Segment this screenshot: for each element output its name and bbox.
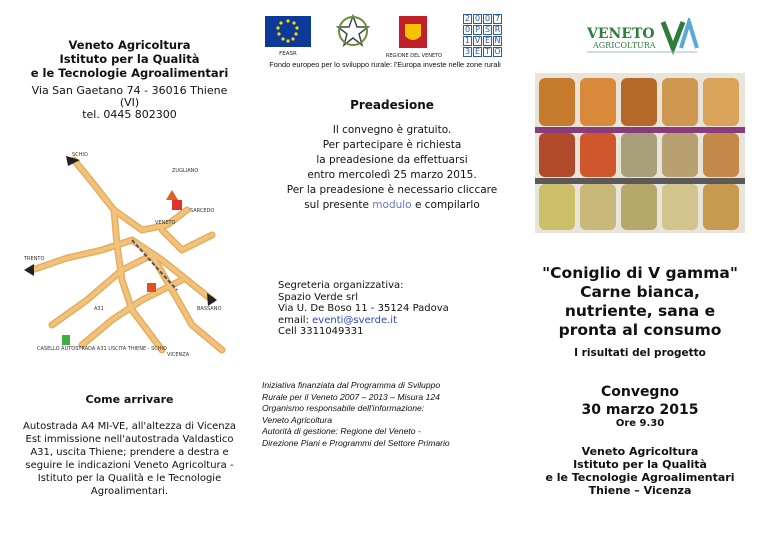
veneto-agricoltura-logo-icon	[585, 18, 700, 60]
regione-veneto-logo-icon	[385, 14, 443, 60]
financing-line: Veneto Agricoltura	[262, 414, 333, 425]
psr-cell: 3	[464, 47, 471, 56]
map-label-bassano: BASSANO	[197, 306, 222, 312]
venue-line: Thiene – Vicenza	[588, 484, 692, 497]
financing-note	[262, 380, 512, 449]
directions-title: Come arrivare	[85, 393, 174, 406]
preadhesion-line	[262, 198, 522, 213]
convegno-label: Convegno	[600, 384, 680, 400]
map-label-casello: CASELLO AUTOSTRADA A31 USCITA THIENE - SCHIO	[37, 346, 167, 352]
preadhesion-text-before-link: sul presente	[304, 199, 373, 211]
email-link[interactable]: eventi@sverde.it	[312, 314, 397, 326]
address	[22, 85, 237, 121]
psr-cell: V	[474, 36, 481, 45]
preadhesion-line: Per la preadesione è necessario cliccare	[286, 184, 498, 196]
event-title-line: Carne bianca,	[580, 283, 700, 301]
preadhesion-text-after-link: e compilarlo	[411, 199, 480, 211]
event-subtitle: I risultati del progetto	[574, 347, 706, 359]
address-street: Via San Gaetano 74 - 36016 Thiene (VI)	[31, 84, 228, 109]
venue-line: Veneto Agricoltura	[581, 445, 699, 458]
location-map	[22, 150, 237, 365]
psr-cell: S	[484, 25, 491, 34]
event-time: Ore 9.30	[615, 418, 665, 429]
secretariat-address: Via U. De Boso 11 - 35124 Padova	[278, 303, 449, 314]
preadhesion-title: Preadesione	[350, 98, 434, 112]
thiene-marker-icon	[147, 283, 156, 292]
eu-flag-icon	[265, 16, 311, 56]
event-title	[520, 264, 760, 340]
psr-cell: 1	[464, 36, 471, 45]
psr-cell: T	[483, 47, 492, 57]
secretariat-email-row	[278, 315, 518, 327]
venue-line: Istituto per la Qualità	[573, 458, 707, 471]
psr-cell: 0	[484, 14, 491, 23]
map-label-zugliano: ZUGLIANO	[172, 168, 199, 174]
italy-emblem-icon	[335, 12, 371, 52]
org-line-2: Istituto per la Qualità	[59, 52, 200, 66]
map-label-trento: TRENTO	[24, 256, 45, 262]
psr-cell: 0	[464, 25, 471, 34]
map-label-a31: A31	[94, 306, 104, 312]
psr-cell: E	[474, 47, 481, 56]
venue-line: e le Tecnologie Agroalimentari	[545, 471, 735, 484]
financing-line: Autorità di gestione: Regione del Veneto -	[262, 426, 421, 436]
financing-line: Direzione Piani e Programmi del Settore Primario	[262, 437, 450, 448]
psr-logo	[463, 14, 501, 57]
secretariat-label: Segreteria organizzativa:	[278, 280, 404, 291]
psr-cell: O	[494, 47, 501, 56]
map-label-vicenza: VICENZA	[167, 352, 190, 358]
casello-marker-icon	[62, 335, 70, 345]
financing-line: Rurale per il Veneto 2007 – 2013 – Misura 124	[262, 391, 440, 402]
psr-cell: 7	[494, 14, 501, 23]
map-label-veneto: VENETO	[155, 220, 176, 226]
org-line-1: Veneto Agricoltura	[68, 38, 191, 52]
secretariat-name: Spazio Verde srl	[278, 291, 359, 303]
feasr-caption: FEASR	[279, 51, 297, 56]
address-phone: tel. 0445 802300	[82, 108, 177, 121]
event-title-line: nutriente, sana e	[564, 302, 716, 320]
psr-cell: N	[494, 36, 501, 45]
psr-cell: 2	[464, 14, 471, 23]
secretariat-phone: Cell 3311049331	[278, 326, 364, 337]
logo-subtext: AGRICOLTURA	[593, 41, 656, 50]
preadhesion-text	[262, 123, 522, 213]
directions-text: Autostrada A4 MI-VE, all'altezza di Vicenza Est immissione nell'autostrada Valdastico A31, uscita Thiene; prendere a destra e seguire le indicazioni Veneto Agricoltura - Istituto per la Qualità e le Tecnologie Agroalimentari.	[22, 421, 237, 497]
organization-name	[22, 38, 237, 80]
email-label: email:	[278, 314, 313, 326]
jar-row-middle	[539, 133, 739, 177]
financing-line: Organismo responsabile dell'informazione:	[262, 403, 425, 413]
preadhesion-line: Per partecipare è richiesta	[322, 139, 462, 151]
event-venue	[520, 445, 760, 497]
map-label-schio: SCHIO	[72, 152, 88, 158]
module-link[interactable]: modulo	[372, 199, 412, 211]
regione-caption: REGIONE DEL VENETO	[385, 53, 443, 59]
psr-cell: P	[473, 25, 482, 35]
event-title-line: pronta al consumo	[558, 321, 722, 339]
psr-cell: R	[494, 25, 501, 34]
preadhesion-line: la preadesione da effettuarsi	[316, 154, 468, 166]
preadhesion-line: Il convegno è gratuito.	[332, 124, 452, 136]
psr-cell: E	[484, 36, 491, 45]
jars-photo	[535, 73, 745, 233]
convegno-heading	[520, 383, 760, 419]
map-label-sarcedo: SARCEDO	[190, 208, 215, 214]
destination-marker-icon	[172, 200, 182, 210]
financing-line: Iniziativa finanziata dal Programma di Sviluppo	[262, 380, 441, 390]
fund-note: Fondo europeo per lo sviluppo rurale: l'Europa investe nelle zone rurali	[269, 60, 501, 69]
psr-cell: 0	[474, 14, 481, 23]
secretariat-info	[278, 280, 518, 338]
event-title-line: "Coniglio di V gamma"	[542, 264, 738, 282]
sponsor-logos	[265, 12, 515, 60]
org-line-3: e le Tecnologie Agroalimentari	[30, 66, 229, 80]
jar-row-top	[539, 78, 739, 126]
event-date: 30 marzo 2015	[581, 402, 699, 418]
logo-text: VENETO	[587, 26, 655, 42]
jar-row-bottom	[539, 184, 739, 230]
preadhesion-line: entro mercoledì 25 marzo 2015.	[307, 169, 477, 181]
